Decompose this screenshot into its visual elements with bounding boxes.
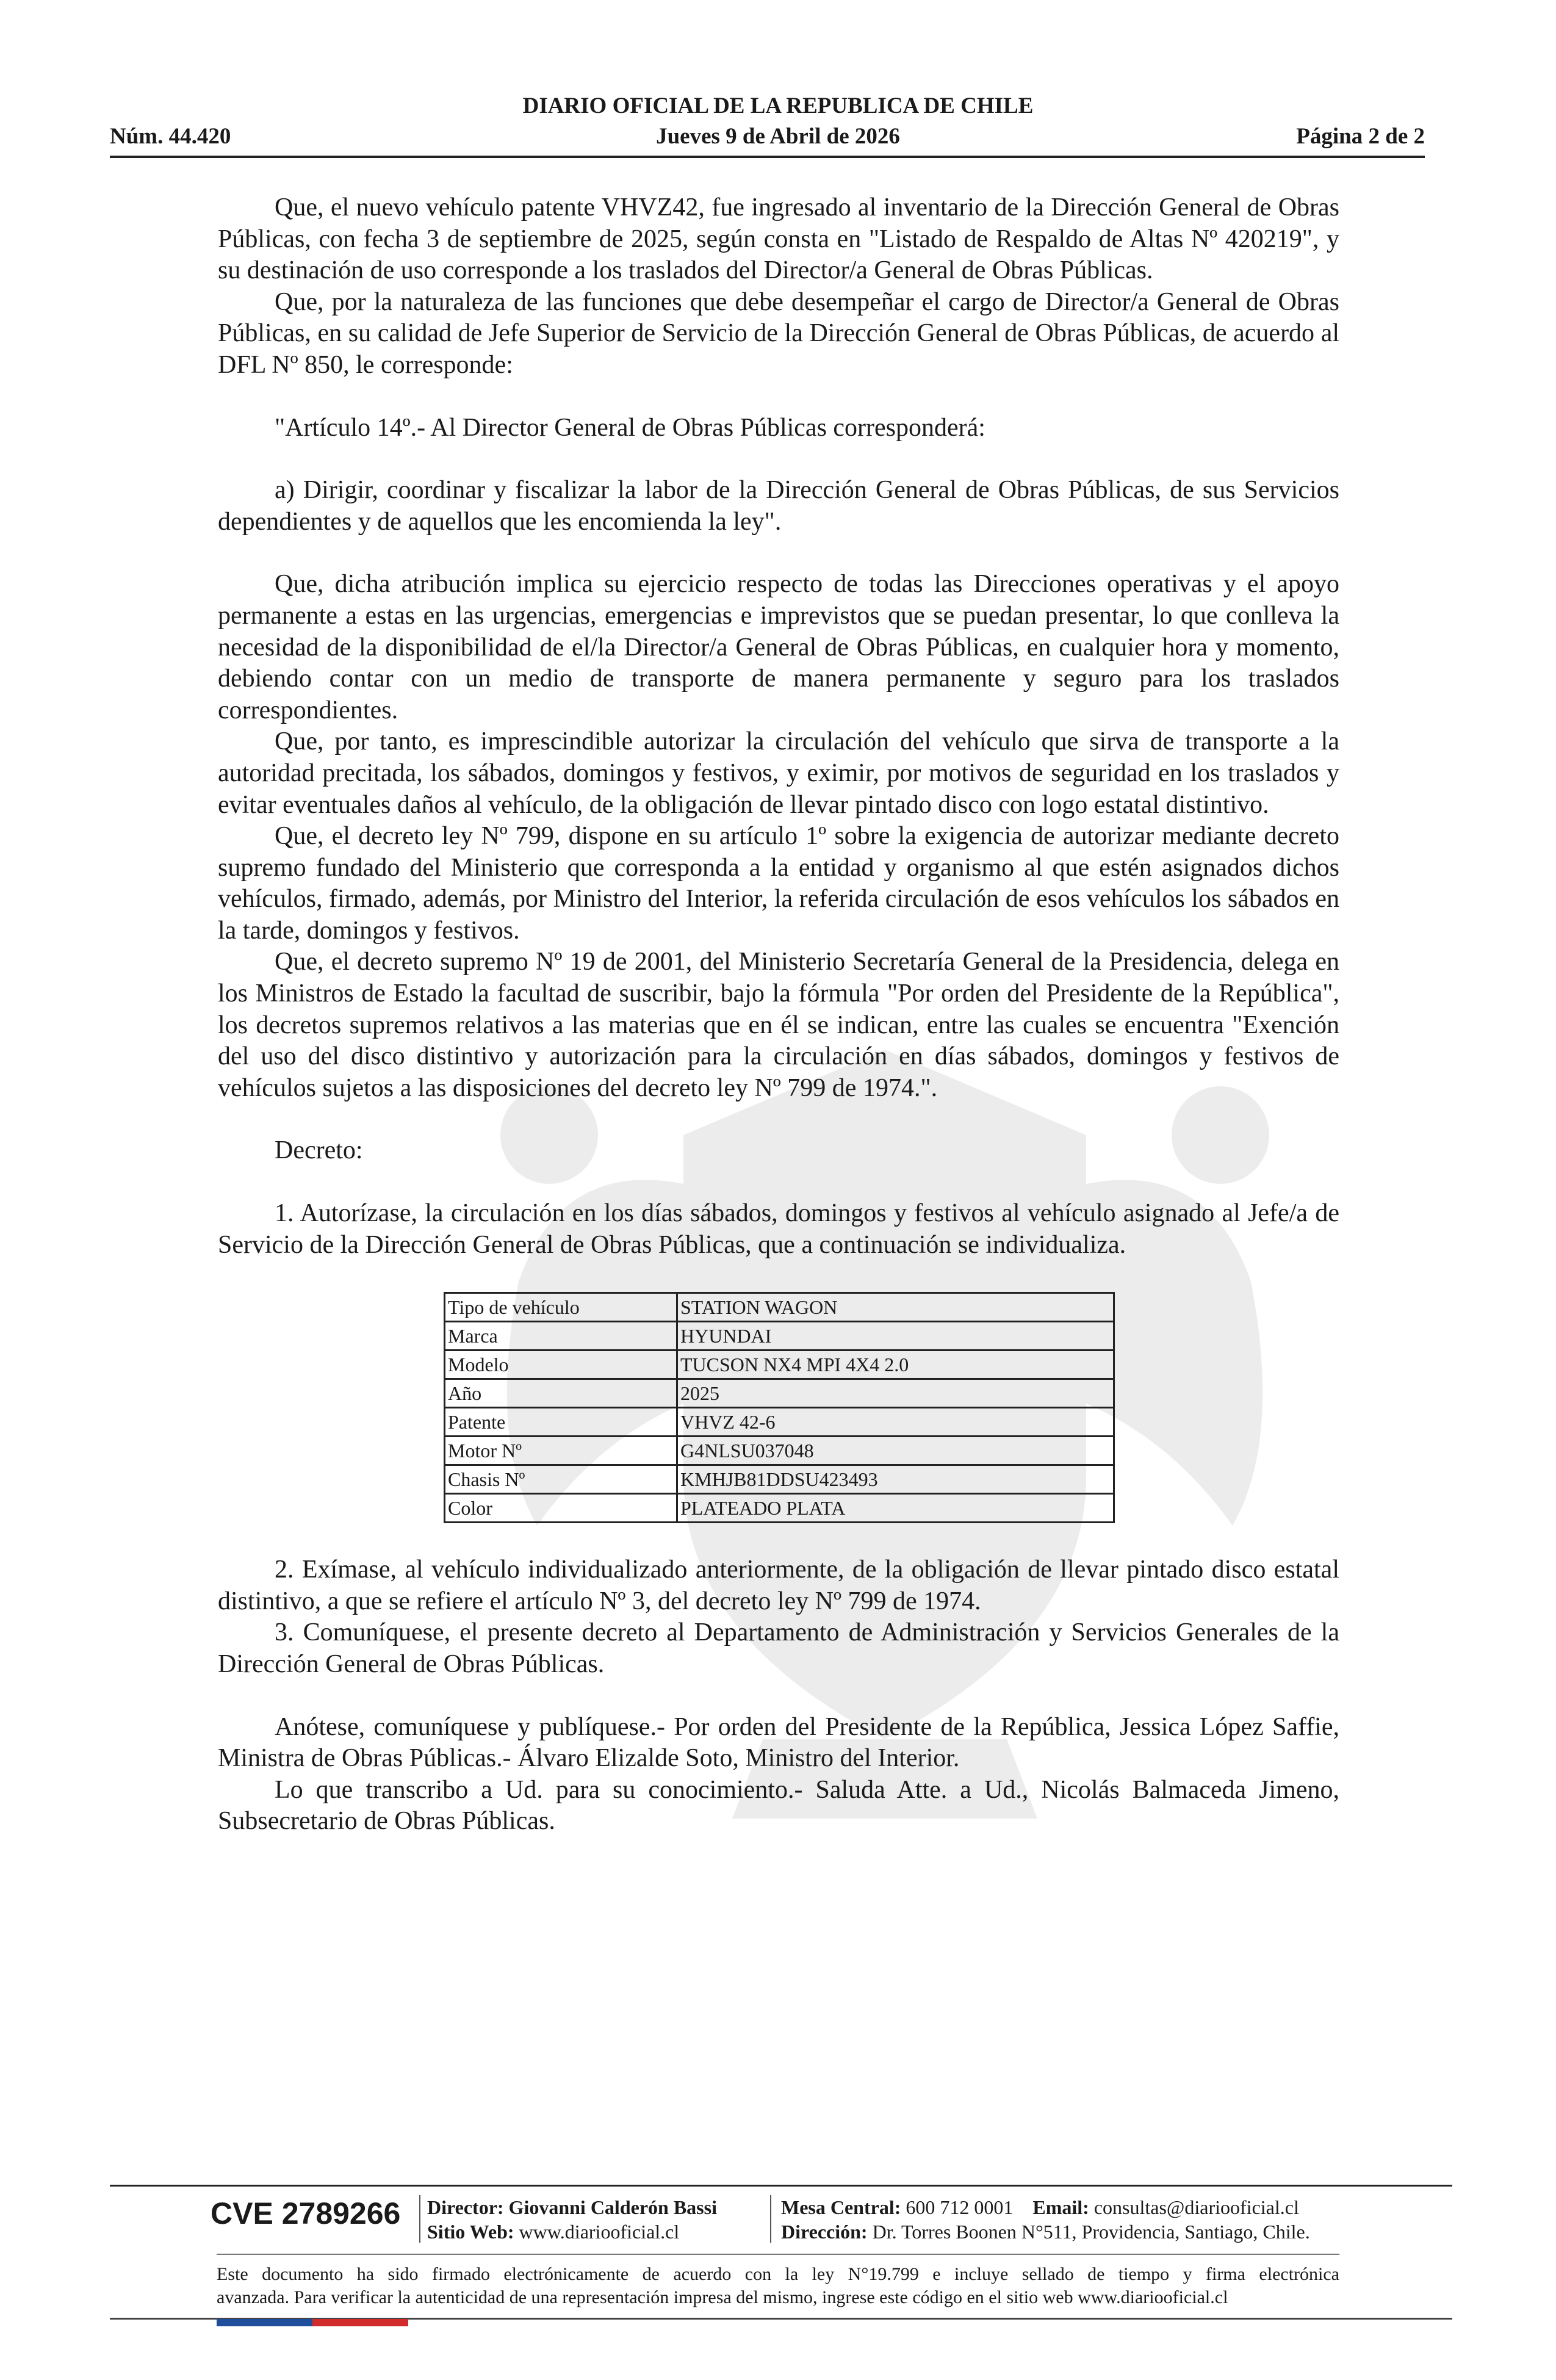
signature-note-line: Este documento ha sido firmado electrónicamente de acuerdo con la ley N°19.799 e incluye sellado de tiempo y firma electrónica (217, 2264, 1339, 2284)
mesa-label: Mesa Central: (781, 2196, 901, 2218)
table-key: Año (445, 1379, 677, 1408)
director-name: Giovanni Calderón Bassi (508, 2196, 717, 2218)
table-key: Patente (445, 1408, 677, 1437)
flag-stripe-red (312, 2319, 408, 2326)
table-value: STATION WAGON (677, 1293, 1114, 1322)
paragraph: Anótese, comuníquese y publíquese.- Por orden del Presidente de la República, Jessica López Saffie, Ministra de Obras Públicas.- Álvaro Elizalde Soto, Ministro del Interior. (218, 1712, 1339, 1773)
paragraph: a) Dirigir, coordinar y fiscalizar la labor de la Dirección General de Obras Públicas, de sus Servicios dependientes y de aquellos que les encomienda la ley". (218, 476, 1339, 536)
signature-note (217, 2263, 1339, 2309)
table-row (445, 1437, 1114, 1465)
table-value: VHVZ 42-6 (677, 1408, 1114, 1437)
paragraph: 1. Autorízase, la circulación en los días sábados, domingos y festivos al vehículo asignado al Jefe/a de Servicio de la Dirección General de Obras Públicas, que a continuación se individualiza. (218, 1199, 1339, 1259)
table-key: Color (445, 1494, 677, 1523)
table-key: Motor Nº (445, 1437, 677, 1465)
site-label: Sitio Web: (427, 2221, 514, 2243)
decree-heading: Decreto: (275, 1136, 363, 1165)
flag-stripe-blue (217, 2319, 312, 2326)
email-link[interactable]: consultas@diariooficial.cl (1093, 2196, 1299, 2218)
table-row (445, 1293, 1114, 1322)
footer-divider (419, 2195, 420, 2243)
signature-note-line: avanzada. Para verificar la autenticidad de una representación impresa del mismo, ingrese este código en el sitio web www.diariooficial.cl (217, 2287, 1228, 2307)
footer-rule (110, 2185, 1452, 2187)
paragraph: 2. Exímase, al vehículo individualizado anteriormente, de la obligación de llevar pintado disco estatal distintivo, a que se refiere el artículo Nº 3, del decreto ley Nº 799 de 1974. (218, 1556, 1339, 1615)
footer-rule (217, 2254, 1339, 2255)
address-label: Dirección: (781, 2221, 868, 2243)
mesa-phone: 600 712 0001 (906, 2196, 1014, 2218)
paragraph: 3. Comuníquese, el presente decreto al Departamento de Administración y Servicios Generales de la Dirección General de Obras Públicas. (218, 1618, 1339, 1678)
footer-divider (770, 2195, 771, 2243)
paragraph: Que, el decreto ley Nº 799, dispone en su artículo 1º sobre la exigencia de autorizar mediante decreto supremo fundado del Ministerio que corresponda a la entidad y organismo al que estén asignados dichos vehículos, firmado, además, por Ministro del Interior, la referida circulación de esos vehículos los sábados en la tarde, domingos y festivos. (218, 822, 1339, 945)
issue-number: Núm. 44.420 (110, 124, 231, 149)
email-label: Email: (1032, 2196, 1089, 2218)
table-value: KMHJB81DDSU423493 (677, 1465, 1114, 1494)
page-number: Página 2 de 2 (1296, 124, 1425, 149)
table-value: G4NLSU037048 (677, 1437, 1114, 1465)
table-value: TUCSON NX4 MPI 4X4 2.0 (677, 1350, 1114, 1379)
table-key: Chasis Nº (445, 1465, 677, 1494)
paragraph: Que, el nuevo vehículo patente VHVZ42, fue ingresado al inventario de la Dirección General de Obras Públicas, con fecha 3 de septiembre de 2025, según consta en "Listado de Respaldo de Altas Nº 420219", y su destinación de uso corresponde a los traslados del Director/a General de Obras Públicas. (218, 193, 1339, 285)
document-body (218, 192, 1339, 1837)
table-value: 2025 (677, 1379, 1114, 1408)
cve-code: CVE 2789266 (211, 2196, 401, 2230)
table-key: Modelo (445, 1350, 677, 1379)
vehicle-table (444, 1292, 1115, 1523)
table-row (445, 1494, 1114, 1523)
table-value: PLATEADO PLATA (677, 1494, 1114, 1523)
table-row (445, 1465, 1114, 1494)
header-rule (110, 156, 1425, 158)
table-row (445, 1350, 1114, 1379)
paragraph: Que, por la naturaleza de las funciones que debe desempeñar el cargo de Director/a General de Obras Públicas, en su calidad de Jefe Superior de Servicio de la Dirección General de Obras Públicas, de acuerdo al DFL Nº 850, le corresponde: (218, 287, 1339, 379)
paragraph: "Artículo 14º.- Al Director General de Obras Públicas corresponderá: (275, 413, 985, 442)
paragraph: Que, el decreto supremo Nº 19 de 2001, del Ministerio Secretaría General de la Presidencia, delega en los Ministros de Estado la facultad de suscribir, bajo la fórmula "Por orden del Presidente de la República", los decretos supremos relativos a las materias que en él se indican, entre las cuales se encuentra "Exención del uso del disco distintivo y autorización para la circulación en días sábados, domingos y festivos de vehículos sujetos a las disposiciones del decreto ley Nº 799 de 1974.". (218, 948, 1339, 1102)
paragraph: Que, dicha atribución implica su ejercicio respecto de todas las Direcciones operativas y el apoyo permanente a estas en las urgencias, emergencias e imprevistos que se puedan presentar, lo que conlleva la necesidad de la disponibilidad de el/la Director/a General de Obras Públicas, en cualquier hora y momento, debiendo contar con un medio de transporte de manera permanente y seguro para los traslados correspondientes. (218, 570, 1339, 724)
table-row (445, 1408, 1114, 1437)
paragraph: Lo que transcribo a Ud. para su conocimiento.- Saluda Atte. a Ud., Nicolás Balmaceda Jimeno, Subsecretario de Obras Públicas. (218, 1775, 1339, 1836)
paragraph: Que, por tanto, es imprescindible autorizar la circulación del vehículo que sirva de transporte a la autoridad precitada, los sábados, domingos y festivos, y eximir, por motivos de seguridad en los traslados y evitar eventuales daños al vehículo, de la obligación de llevar pintado disco con logo estatal distintivo. (218, 727, 1339, 819)
director-label: Director: (427, 2196, 504, 2218)
site-link[interactable]: www.diariooficial.cl (519, 2221, 680, 2243)
newspaper-title: DIARIO OFICIAL DE LA REPUBLICA DE CHILE (522, 93, 1034, 118)
address-value: Dr. Torres Boonen N°511, Providencia, Santiago, Chile. (872, 2221, 1310, 2243)
table-value: HYUNDAI (677, 1322, 1114, 1350)
table-row (445, 1322, 1114, 1350)
footer-contact-left (427, 2195, 717, 2244)
footer-contact-right (781, 2195, 1310, 2244)
table-row (445, 1379, 1114, 1408)
table-key: Marca (445, 1322, 677, 1350)
table-key: Tipo de vehículo (445, 1293, 677, 1322)
issue-date: Jueves 9 de Abril de 2026 (656, 124, 900, 149)
